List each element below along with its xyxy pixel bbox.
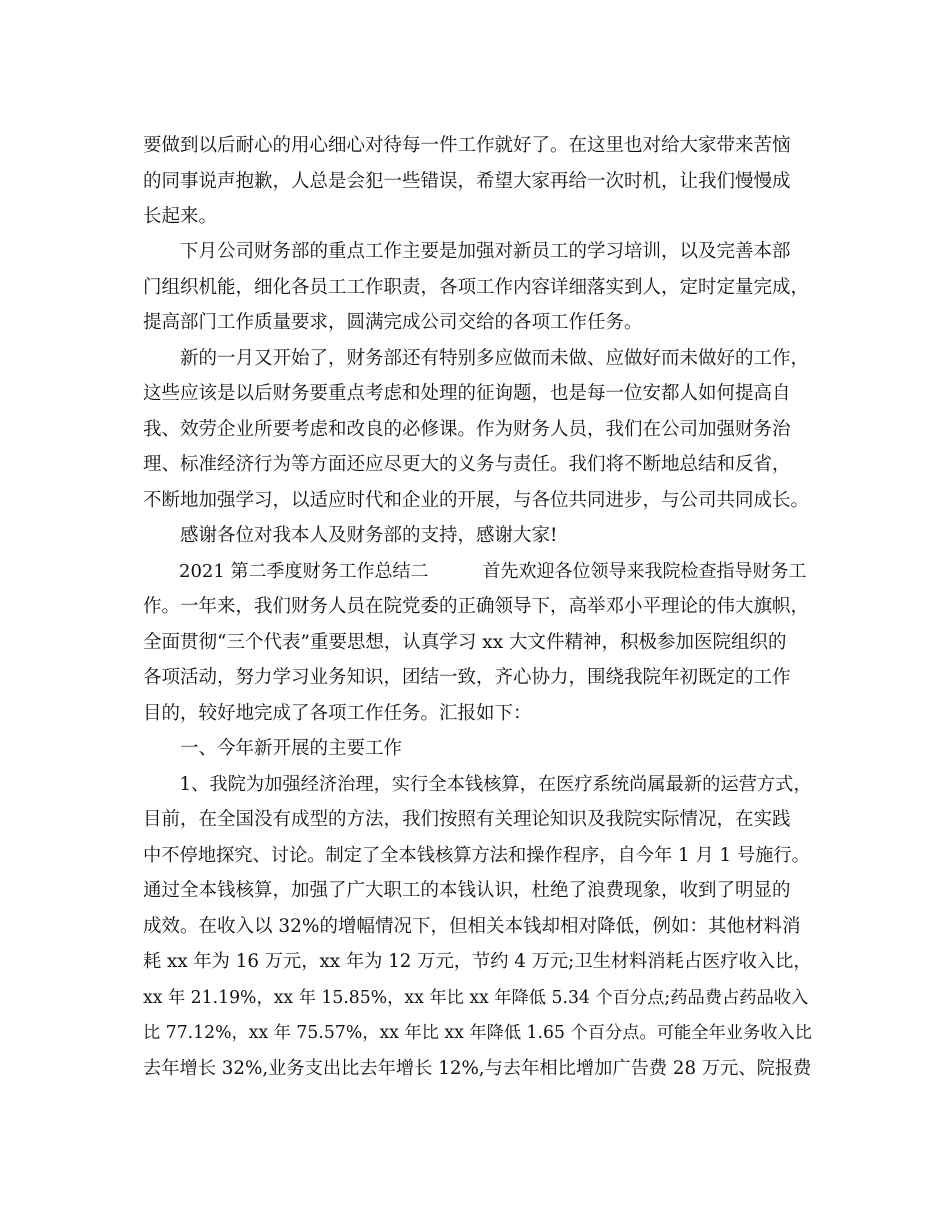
text-line: 中不停地探究、讨论。制定了全本钱核算方法和操作程序，自今年 1 月 1 号施行。 (143, 845, 810, 866)
text-line: 感谢各位对我本人及财务部的支持，感谢大家! (143, 525, 558, 546)
text-line: 全面贯彻“三个代表”重要思想，认真学习 xx 大文件精神，积极参加医院组织的 (143, 632, 787, 653)
text-line: 门组织机能，细化各员工工作职责，各项工作内容详细落实到人，定时定量完成， (143, 277, 810, 298)
text-line: 的同事说声抱歉，人总是会犯一些错误，希望大家再给一次时机，让我们慢慢成 (143, 171, 791, 192)
text-line: 1、我院为加强经济治理，实行全本钱核算，在医疗系统尚属最新的运营方式， (143, 774, 812, 795)
text-line: 下月公司财务部的重点工作主要是加强对新员工的学习培训，以及完善本部 (143, 241, 791, 262)
text-line: 2021 第二季度财务工作总结二 首先欢迎各位领导来我院检查指导财务工 (143, 561, 807, 582)
text-line: 要做到以后耐心的用心细心对待每一件工作就好了。在这里也对给大家带来苦恼 (143, 135, 791, 156)
text-line: 长起来。 (143, 206, 218, 227)
text-line: 目前，在全国没有成型的方法，我们按照有关理论知识及我院实际情况，在实践 (143, 809, 791, 830)
text-line: 耗 xx 年为 16 万元，xx 年为 12 万元，节约 4 万元;卫生材料消耗占医疗收入比， (143, 951, 812, 972)
text-line: 各项活动，努力学习业务知识，团结一致，齐心协力，围绕我院年初既定的工作 (143, 667, 791, 688)
text-line: 提高部门工作质量要求，圆满完成公司交给的各项工作任务。 (143, 312, 643, 333)
section-heading: 一、今年新开展的主要工作 (143, 738, 403, 759)
text-line: 通过全本钱核算，加强了广大职工的本钱认识，杜绝了浪费现象，收到了明显的 (143, 880, 791, 901)
text-line: 作。一年来，我们财务人员在院党委的正确领导下，高举邓小平理论的伟大旗帜， (143, 596, 810, 617)
text-line: 成效。在收入以 32%的增幅情况下，但相关本钱却相对降低，例如：其他材料消 (143, 916, 801, 937)
text-line: 去年增长 32%,业务支出比去年增长 12%,与去年相比增加广告费 28 万元、院报费 (143, 1058, 812, 1079)
text-line: 比 77.12%，xx 年 75.57%，xx 年比 xx 年降低 1.65 个百分点。可能全年业务收入比 (143, 1023, 812, 1043)
text-line: 理、标准经济行为等方面还应尽更大的义务与责任。我们将不断地总结和反省， (143, 454, 791, 475)
text-line: 这些应该是以后财务要重点考虑和处理的征询题，也是每一位安都人如何提高自 (143, 383, 791, 404)
text-line: xx 年 21.19%，xx 年 15.85%，xx 年比 xx 年降低 5.34 个百分点;药品费占药品收入 (143, 988, 809, 1008)
text-line: 目的，较好地完成了各项工作任务。汇报如下： (143, 703, 532, 724)
text-line: 不断地加强学习，以适应时代和企业的开展，与各位共同进步，与公司共同成长。 (143, 490, 810, 511)
text-line: 新的一月又开始了，财务部还有特别多应做而未做、应做好而未做好的工作， (143, 348, 810, 369)
text-line: 我、效劳企业所要考虑和改良的必修课。作为财务人员，我们在公司加强财务治 (143, 419, 791, 440)
